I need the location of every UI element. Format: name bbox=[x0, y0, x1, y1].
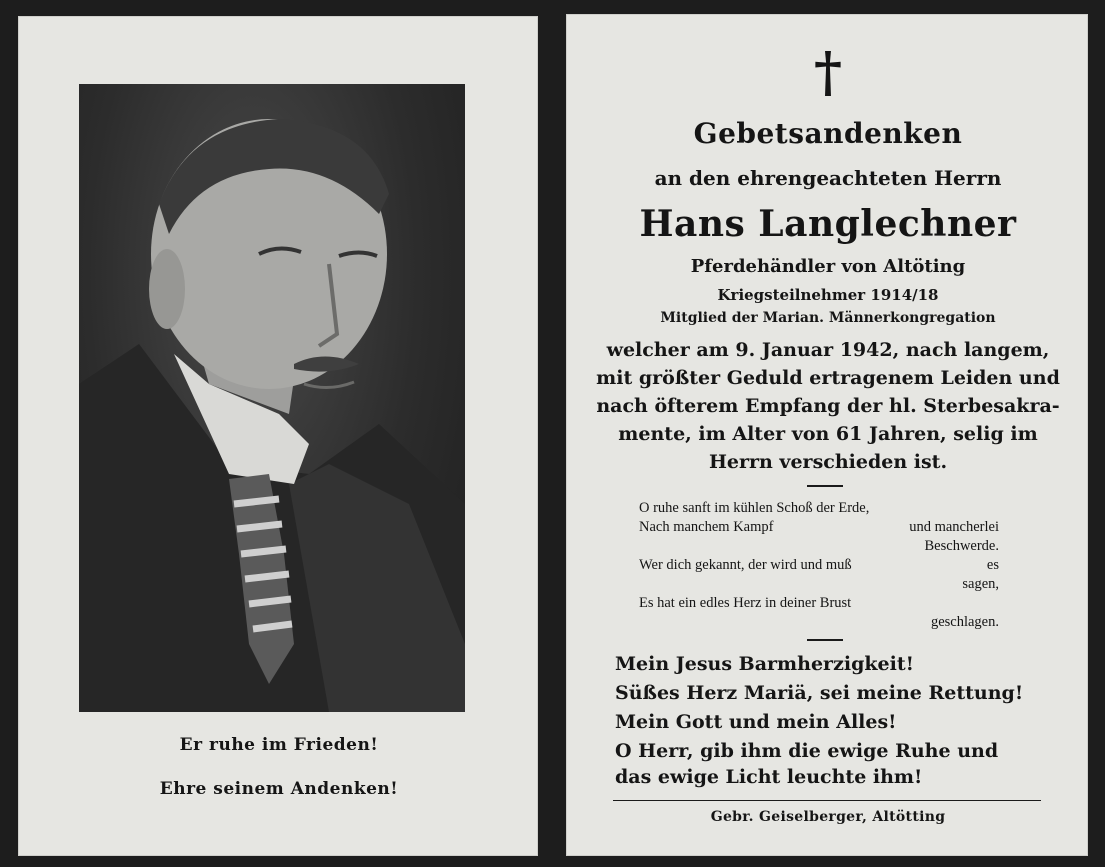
poem-line: Es hat ein edles Herz in deiner Brust bbox=[639, 595, 852, 611]
prayer-line: Mein Gott und mein Alles! bbox=[615, 711, 897, 733]
deceased-name: Hans Langlechner bbox=[639, 203, 1017, 245]
poem bbox=[639, 499, 999, 632]
poem-line: O ruhe sanft im kühlen Schoß der Erde, bbox=[639, 500, 870, 516]
body-line: nach öfterem Empfang der hl. Sterbesakra- bbox=[596, 395, 1060, 417]
membership-note: Mitglied der Marian. Männerkongregation bbox=[660, 310, 996, 326]
card-subtitle: an den ehrengeachteten Herrn bbox=[654, 166, 1002, 190]
prayer-line: Mein Jesus Barmherzigkeit! bbox=[615, 653, 914, 675]
body-line: Herrn verschieden ist. bbox=[708, 451, 948, 473]
prayer-line: das ewige Licht leuchte ihm! bbox=[615, 766, 923, 788]
deceased-occupation: Pferdehändler von Altöting bbox=[690, 256, 966, 277]
poem-line: sagen, bbox=[962, 576, 999, 592]
caption-rest-in-peace: Er ruhe im Frieden! bbox=[179, 735, 379, 755]
portrait-illustration bbox=[79, 84, 465, 712]
poem-fragment: und mancherlei bbox=[909, 519, 999, 535]
poem-line bbox=[639, 556, 999, 575]
poem-line: Beschwerde. bbox=[924, 538, 999, 554]
prayer-line: Süßes Herz Mariä, sei meine Rettung! bbox=[615, 682, 1024, 704]
body-line: mente, im Alter von 61 Jahren, selig im bbox=[618, 423, 1038, 445]
card-title: Gebetsandenken bbox=[693, 117, 963, 150]
portrait-photo bbox=[79, 84, 465, 712]
poem-line bbox=[639, 518, 999, 537]
divider-bottom bbox=[613, 800, 1041, 801]
body-line: mit größter Geduld ertragenem Leiden und bbox=[596, 367, 1060, 389]
right-card bbox=[566, 14, 1088, 856]
left-card bbox=[18, 16, 538, 856]
poem-fragment: Nach manchem Kampf bbox=[639, 519, 774, 535]
cross-icon: † bbox=[813, 40, 843, 104]
divider-middle bbox=[807, 639, 843, 641]
body-line: welcher am 9. Januar 1942, nach langem, bbox=[606, 339, 1050, 361]
divider-top bbox=[807, 485, 843, 487]
poem-fragment: es bbox=[986, 557, 999, 573]
printer-credit: Gebr. Geiselberger, Altötting bbox=[710, 809, 946, 825]
poem-fragment: Wer dich gekannt, der wird und muß bbox=[639, 557, 852, 573]
poem-line: geschlagen. bbox=[930, 614, 999, 630]
war-participant-note: Kriegsteilnehmer 1914/18 bbox=[717, 286, 939, 304]
prayer-line: O Herr, gib ihm die ewige Ruhe und bbox=[615, 740, 999, 762]
caption-honor-memory: Ehre seinem Andenken! bbox=[159, 779, 399, 799]
